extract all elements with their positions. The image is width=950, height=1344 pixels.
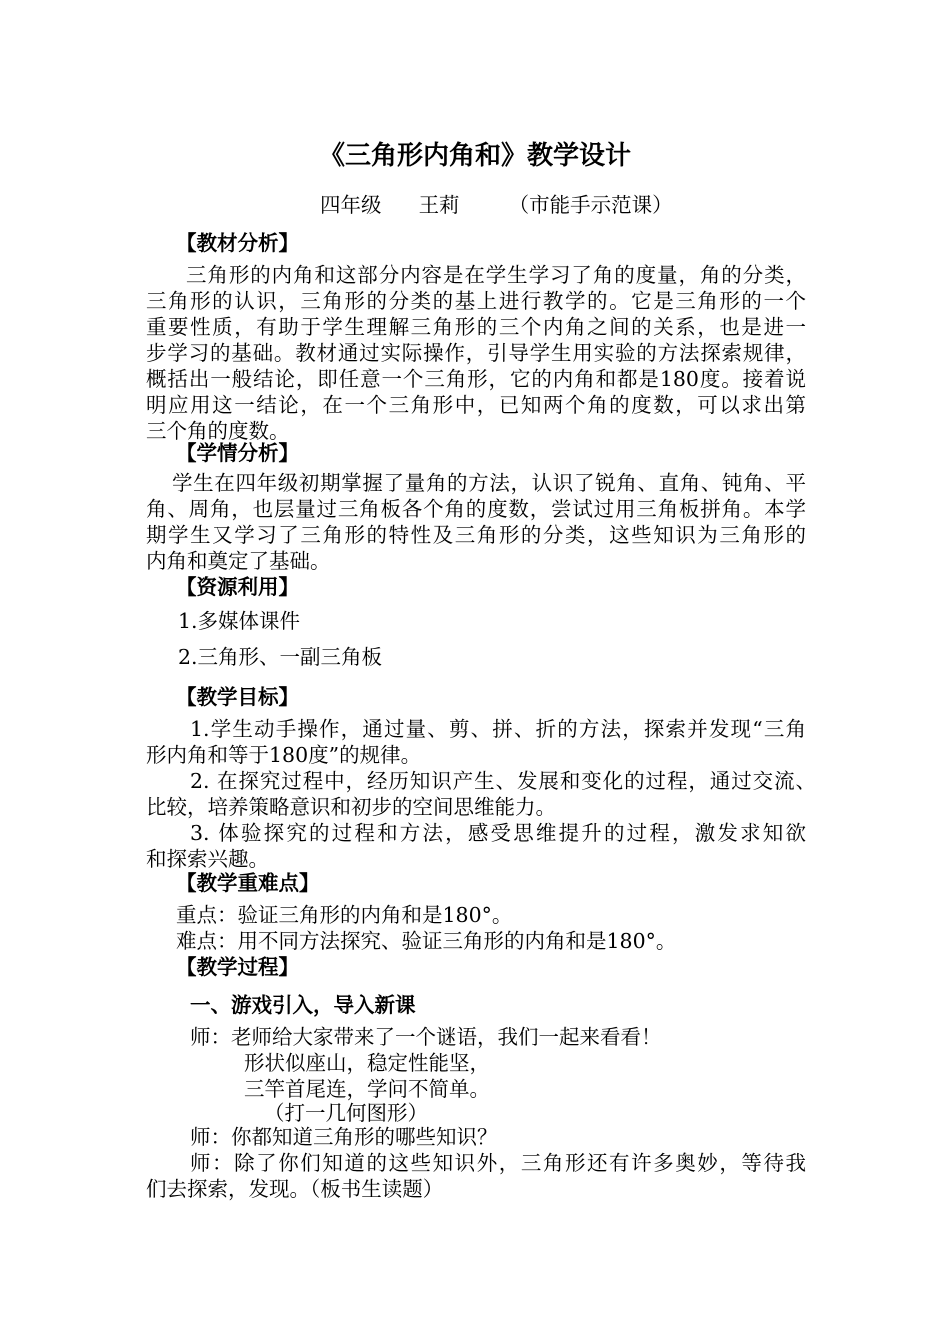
riddle-line: 三竿首尾连，学问不简单。: [244, 1077, 490, 1101]
paragraph-line: 形内角和等于180度”的规律。: [146, 743, 422, 767]
paragraph-line: 重要性质，有助于学生理解三角形的三个内角之间的关系，也是进一: [146, 315, 806, 339]
lesson-note: （市能手示范课）: [508, 193, 673, 217]
resource-item: 1.多媒体课件: [178, 609, 301, 633]
grade-label: 四年级: [320, 193, 382, 217]
resource-item: 2.三角形、一副三角板: [178, 645, 383, 669]
paragraph-line: 1.学生动手操作，通过量、剪、拼、折的方法，探索并发现“三角: [190, 717, 806, 741]
paragraph-line: 2. 在探究过程中，经历知识产生、发展和变化的过程，通过交流、: [190, 769, 816, 793]
section-heading-material: 【教材分析】: [176, 231, 299, 255]
paragraph-line: 和探索兴趣。: [146, 847, 269, 871]
riddle-hint: （打一几何图形）: [264, 1101, 428, 1125]
paragraph-line: 步学习的基础。教材通过实际操作，引导学生用实验的方法探索规律，: [146, 341, 806, 365]
paragraph-line: 比较，培养策略意识和初步的空间思维能力。: [146, 795, 556, 819]
section-heading-keypoints: 【教学重难点】: [176, 871, 320, 895]
paragraph-line: 角、周角，也层量过三角板各个角的度数，尝试过用三角板拼角。本学: [146, 497, 806, 521]
paragraph-line: 概括出一般结论，即任意一个三角形，它的内角和都是180度。接着说: [146, 367, 806, 391]
paragraph-line: 学生在四年级初期掌握了量角的方法，认识了锐角、直角、钝角、平: [172, 471, 806, 495]
document-title: 《三角形内角和》教学设计: [318, 141, 631, 171]
document-subtitle: [320, 188, 673, 218]
key-point-line: 重点：验证三角形的内角和是180°。: [176, 903, 513, 927]
paragraph-line: 内角和奠定了基础。: [146, 549, 331, 573]
difficult-point-line: 难点：用不同方法探究、验证三角形的内角和是180°。: [176, 929, 677, 953]
paragraph-line: 明应用这一结论，在一个三角形中，已知两个角的度数，可以求出第: [146, 393, 806, 417]
section-heading-goals: 【教学目标】: [176, 685, 299, 709]
section-heading-students: 【学情分析】: [176, 441, 299, 465]
riddle-line: 形状似座山，稳定性能坚，: [244, 1051, 490, 1075]
paragraph-line: 3. 体验探究的过程和方法，感受思维提升的过程，激发求知欲: [190, 821, 806, 845]
dialogue-line: 师：老师给大家带来了一个谜语，我们一起来看看！: [190, 1025, 662, 1049]
process-step-heading: 一、游戏引入，导入新课: [190, 993, 416, 1017]
dialogue-line: 们去探索，发现。（板书生读题）: [146, 1177, 444, 1201]
paragraph-line: 三角形的内角和这部分内容是在学生学习了角的度量，角的分类，: [186, 263, 806, 287]
section-heading-process: 【教学过程】: [176, 955, 299, 979]
paragraph-line: 三角形的认识，三角形的分类的基上进行教学的。它是三角形的一个: [146, 289, 806, 313]
dialogue-line: 师：你都知道三角形的哪些知识？: [190, 1125, 498, 1149]
dialogue-line: 师：除了你们知道的这些知识外，三角形还有许多奥妙，等待我: [190, 1151, 806, 1175]
section-heading-resources: 【资源利用】: [176, 575, 299, 599]
paragraph-line: 三个角的度数。: [146, 419, 290, 443]
paragraph-line: 期学生又学习了三角形的特性及三角形的分类，这些知识为三角形的: [146, 523, 806, 547]
author-name: 王莉: [418, 193, 460, 217]
